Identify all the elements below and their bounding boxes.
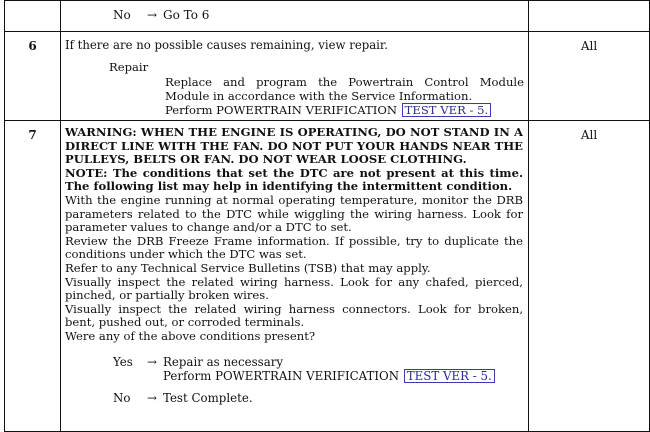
no-label: No [113,8,131,22]
body-cell-step-6 [61,32,529,121]
yes-text: Repair as necessary [163,354,284,369]
yes-perform-line [113,369,528,384]
no-label: No [113,390,131,405]
perform-text: Perform POWERTRAIN VERIFICATION [165,103,397,118]
instruction-paragraph: Visually inspect the related wiring harness. Look for any chafed, pierced, pinched, or partially broken wires. [65,274,523,303]
step-number: 7 [5,121,61,432]
repair-label: Repair [109,59,149,74]
step-cell-empty [5,1,61,32]
step-7-content [61,121,528,344]
warning-text: WARNING: WHEN THE ENGINE IS OPERATING, DO NOT STAND IN A DIRECT LINE WITH THE FAN. DO NOT PUT YOUR HANDS NEAR THE PULLEYS, BELTS OR FAN. DO NOT WEAR LOOSE CLOTHING. [65,125,523,167]
answers-block [61,356,528,406]
arrow-right-icon: → [147,390,157,405]
no-text: Test Complete. [163,390,253,405]
applicability-cell-empty [529,1,650,32]
repair-text: Replace and program the Powertrain Control Module Module in accordance with the Service Information. [165,75,524,103]
table-row-step-6 [5,32,650,121]
no-answer [113,392,528,406]
yes-label: Yes [113,354,133,369]
body-cell-previous [61,1,529,32]
step-6-intro: If there are no possible causes remaining, view repair. [65,38,388,52]
body-cell-step-7 [61,121,529,432]
instruction-paragraph: Visually inspect the related wiring harness connectors. Look for broken, bent, pushed out, or corroded terminals. [65,301,523,330]
note-text: NOTE: The conditions that set the DTC are not present at this time. The following list may help in identifying the intermittent condition. [65,165,523,194]
applicability: All [529,32,650,121]
perform-verification-line [165,103,491,117]
instruction-paragraph: Refer to any Technical Service Bulletins (TSB) that may apply. [65,260,431,275]
goto-target: Go To 6 [163,8,210,22]
repair-instructions [61,74,528,118]
applicability: All [529,121,650,432]
step-number: 6 [5,32,61,121]
test-ver-link[interactable]: TEST VER - 5. [402,103,491,117]
table-row-step-7 [5,121,650,432]
yes-answer [113,356,528,370]
instruction-paragraph: With the engine running at normal operating temperature, monitor the DRB parameters related to the DTC while wiggling the wiring harness. Look for parameter values to change and/or a DTC to set. [65,192,523,235]
test-ver-link[interactable]: TEST VER - 5. [404,369,495,383]
question-text: Were any of the above conditions present? [65,328,316,343]
arrow-right-icon: → [147,354,157,369]
arrow-right-icon: → [146,8,158,22]
previous-no-answer [61,1,528,23]
instruction-paragraph: Review the DRB Freeze Frame information. If possible, try to duplicate the conditions under which the DTC was set. [65,233,523,262]
table-row-previous [5,1,650,32]
diagnostic-table [4,0,650,432]
perform-text: Perform POWERTRAIN VERIFICATION [163,369,400,384]
